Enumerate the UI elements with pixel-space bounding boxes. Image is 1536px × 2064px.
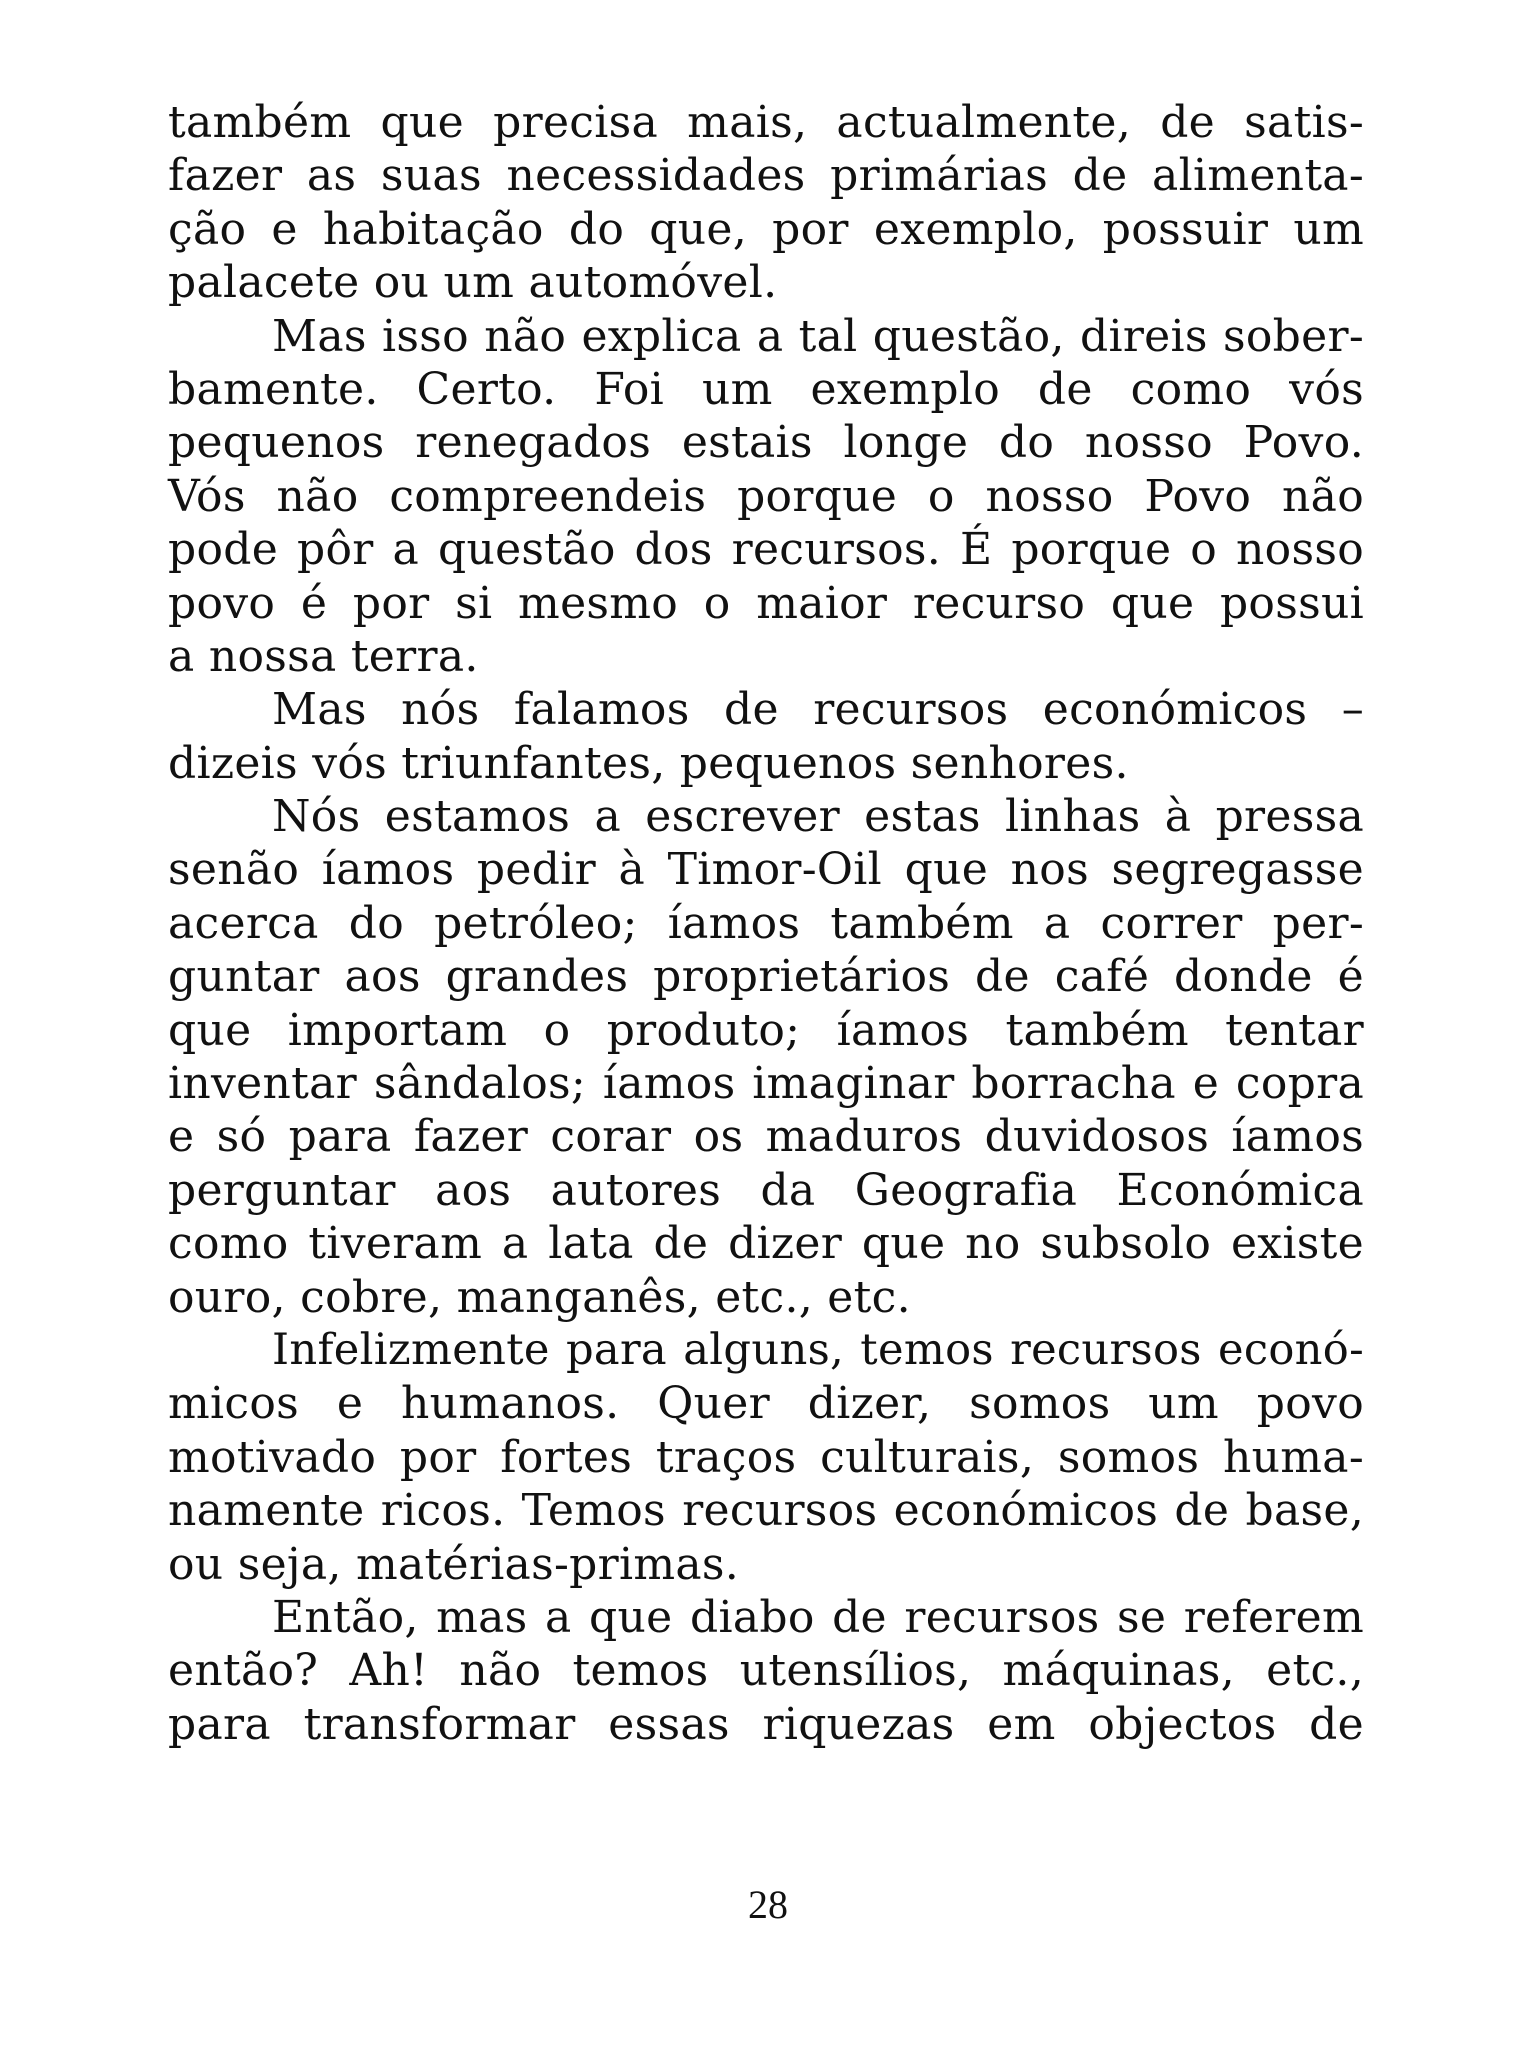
page-number: 28 [748,1882,788,1927]
text-line: para transformar essas riquezas em objectos de [168,1698,1364,1750]
text-line: palacete ou um automóvel. [168,257,778,309]
text-line: ouro, cobre, manganês, etc., etc. [168,1271,911,1323]
text-line: a nossa terra. [168,630,479,682]
text-line: pode pôr a questão dos recursos. É porque o nosso [168,524,1364,576]
text-line: então? Ah! não temos utensílios, máquinas, etc., [168,1645,1364,1697]
text-line: inventar sândalos; íamos imaginar borracha e copra [168,1058,1364,1110]
text-line: também que precisa mais, actualmente, de satis- [168,97,1364,148]
text-line: bamente. Certo. Foi um exemplo de como vós [168,363,1364,415]
text-line: Então, mas a que diabo de recursos se referem [272,1591,1364,1643]
text-line: ção e habitação do que, por exemplo, possuir um [168,203,1364,255]
text-line: guntar aos grandes proprietários de café donde é [168,951,1364,1003]
text-line: povo é por si mesmo o maior recurso que possui [168,577,1364,629]
text-line: Mas nós falamos de recursos económicos – [272,684,1364,736]
text-line: senão íamos pedir à Timor-Oil que nos segregasse [168,844,1364,896]
text-line: motivado por fortes traços culturais, somos huma- [168,1431,1364,1483]
page-body-text [168,96,1364,1751]
text-line: Vós não compreendeis porque o nosso Povo não [168,470,1364,522]
text-line: dizeis vós triunfantes, pequenos senhores. [168,737,1129,789]
text-line: perguntar aos autores da Geografia Económica [168,1164,1364,1216]
text-line: e só para fazer corar os maduros duvidosos íamos [168,1111,1364,1163]
text-line: Mas isso não explica a tal questão, direis sober- [272,310,1364,362]
text-line: fazer as suas necessidades primárias de alimenta- [168,150,1364,202]
text-line: namente ricos. Temos recursos económicos de base, [168,1485,1364,1537]
text-line: micos e humanos. Quer dizer, somos um povo [168,1378,1364,1430]
text-line: pequenos renegados estais longe do nosso Povo. [168,417,1364,469]
text-line: Infelizmente para alguns, temos recursos econó- [272,1324,1364,1375]
text-line: ou seja, matérias-primas. [168,1538,740,1590]
text-line: acerca do petróleo; íamos também a correr per- [168,897,1364,949]
text-line: como tiveram a lata de dizer que no subsolo existe [168,1218,1364,1270]
text-line: que importam o produto; íamos também tentar [168,1004,1364,1056]
text-line: Nós estamos a escrever estas linhas à pressa [272,791,1364,843]
